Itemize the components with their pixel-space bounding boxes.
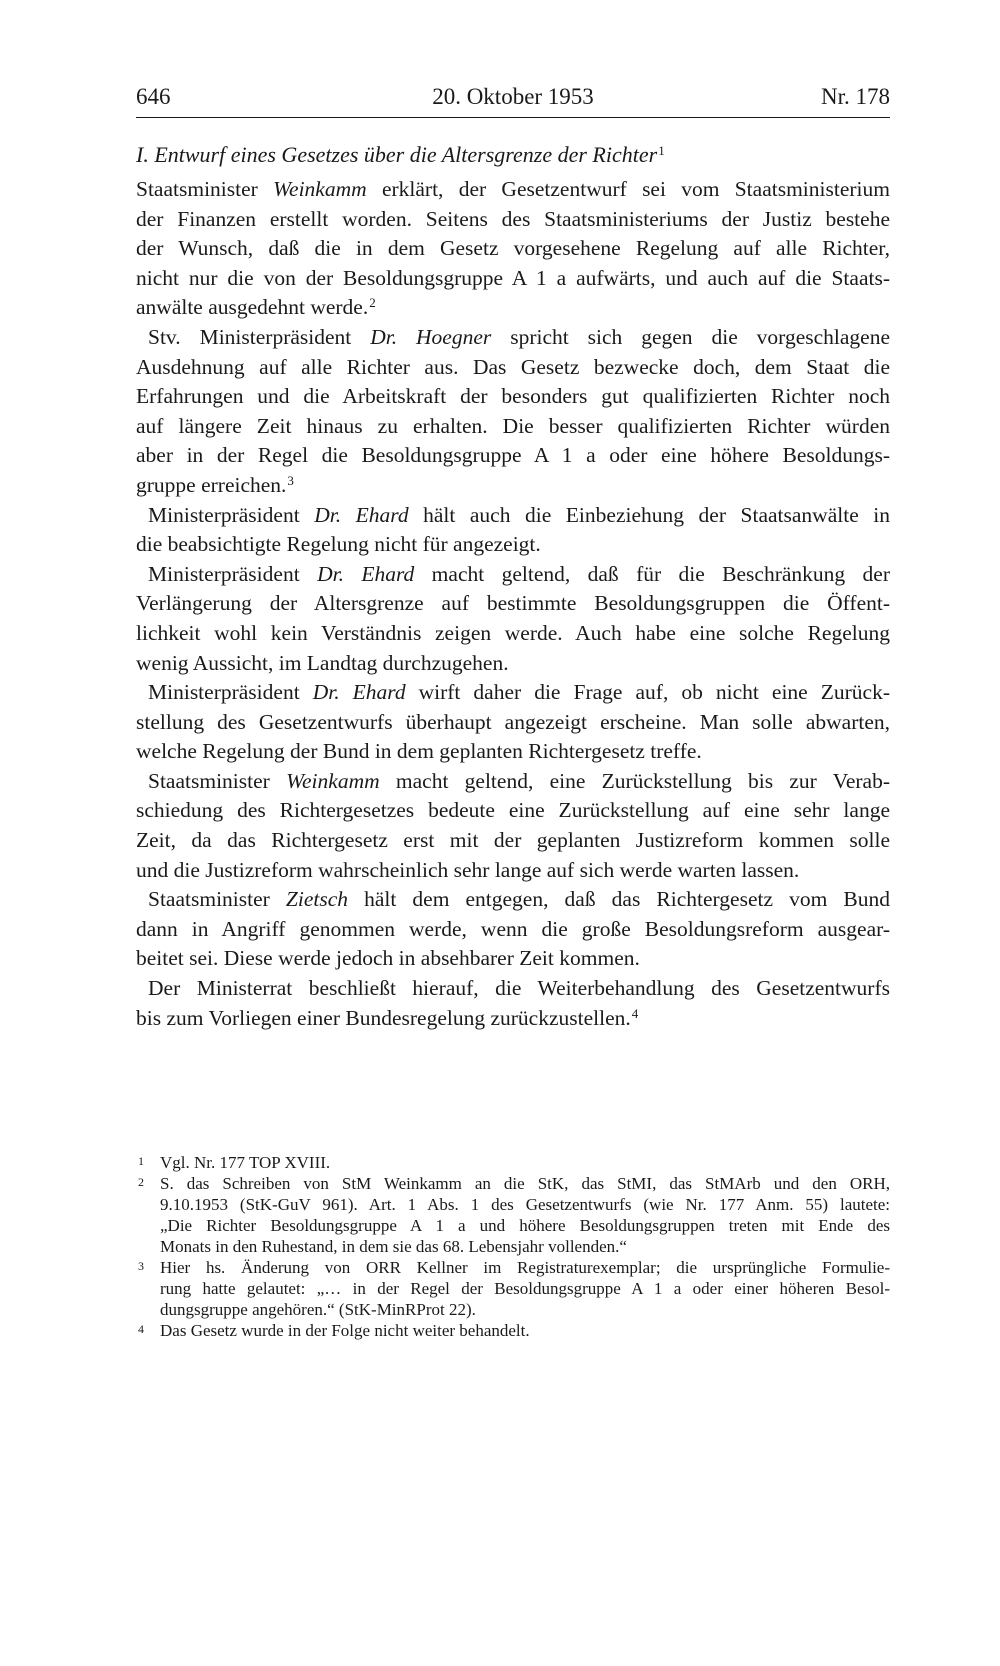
- footnote: [136, 1320, 890, 1341]
- paragraph: [136, 501, 890, 560]
- footnote-line: rung hatte gelautet: „… in der Regel der Besoldungsgruppe A 1 a oder einer höheren Besol-: [160, 1279, 890, 1298]
- footnote: [136, 1173, 890, 1257]
- text-line: anwälte ausgedehnt werde.$^2$: [136, 295, 376, 320]
- paragraph: [136, 885, 890, 974]
- footnote-number: 1: [138, 1154, 144, 1168]
- text-line: der Finanzen erstellt worden. Seitens des Staatsministeriums der Justiz bestehe: [136, 206, 890, 231]
- text-line: die beabsichtigte Regelung nicht für angezeigt.: [136, 532, 541, 557]
- running-head: [136, 82, 890, 116]
- speaker-name: Dr. Ehard: [314, 502, 409, 527]
- text-line: wenig Aussicht, im Landtag durchzugehen.: [136, 650, 509, 675]
- text-line: Ausdehnung auf alle Richter aus. Das Gesetz bezwecke doch, dem Staat die: [136, 354, 890, 379]
- speaker-name: Dr. Ehard: [317, 561, 415, 586]
- footnote-number: 3: [138, 1259, 144, 1273]
- paragraph: [136, 974, 890, 1033]
- footnote-ref[interactable]: 3: [287, 472, 294, 488]
- paragraph: [136, 767, 890, 885]
- text-line: welche Regelung der Bund in dem geplanten Richtergesetz treffe.: [136, 739, 702, 764]
- section-title-text: I. Entwurf eines Gesetzes über die Altersgrenze der Richter: [136, 142, 658, 167]
- body-text: [136, 175, 890, 1033]
- paragraph: [136, 175, 890, 323]
- footnote-line: Hier hs. Änderung von ORR Kellner im Registraturexemplar; die ursprüngliche Formulie-: [160, 1258, 890, 1277]
- text-line: lichkeit wohl kein Verständnis zeigen werde. Auch habe eine solche Regelung: [136, 620, 890, 645]
- footnotes: [136, 1152, 890, 1341]
- paragraph: [136, 560, 890, 678]
- speaker-name: Weinkamm: [286, 768, 380, 793]
- text-line: beitet sei. Diese werde jedoch in absehbarer Zeit kommen.: [136, 946, 640, 971]
- text-line: dann in Angriff genommen werde, wenn die große Besoldungsreform ausgear-: [136, 916, 890, 941]
- speaker-name: Dr. Hoegner: [370, 324, 492, 349]
- footnote-ref[interactable]: 1: [658, 143, 665, 158]
- footnote-line: Monats in den Ruhestand, in dem sie das 68. Lebensjahr vollenden.“: [160, 1237, 627, 1256]
- text-line: gruppe erreichen.$^3$: [136, 472, 294, 497]
- section-title: [136, 140, 890, 170]
- footnote-number: 2: [138, 1175, 144, 1189]
- text-line: Der Ministerrat beschließt hierauf, die Weiterbehandlung des Gesetzentwurfs: [148, 976, 890, 1001]
- footnote-line: Vgl. Nr. 177 TOP XVIII.: [160, 1153, 331, 1172]
- footnote-line: Das Gesetz wurde in der Folge nicht weiter behandelt.: [160, 1321, 530, 1340]
- footnote-line: S. das Schreiben von StM Weinkamm an die StK, das StMI, das StMArb und den ORH,: [160, 1174, 890, 1193]
- text-line: Ministerpräsident Dr. Ehard wirft daher die Frage auf, ob nicht eine Zurück-: [148, 680, 890, 705]
- footnote-line: 9.10.1953 (StK-GuV 961). Art. 1 Abs. 1 des Gesetzentwurfs (wie Nr. 177 Anm. 55) lautete:: [160, 1195, 890, 1214]
- footnote-ref[interactable]: 4: [631, 1005, 639, 1021]
- footnote-ref[interactable]: 2: [369, 295, 376, 311]
- running-head-date: 20. Oktober 1953: [432, 84, 594, 109]
- text-line: Ministerpräsident Dr. Ehard hält auch die Einbeziehung der Staatsanwälte in: [148, 502, 890, 527]
- header-rule: [136, 117, 890, 118]
- text-line: Erfahrungen und die Arbeitskraft der besonders gut qualifizierten Richter noch: [136, 384, 890, 409]
- document-number: Nr. 178: [821, 84, 890, 109]
- footnote: [136, 1152, 890, 1173]
- text-line: Verlängerung der Altersgrenze auf bestimmte Besoldungsgruppen die Öffent-: [136, 591, 890, 616]
- text-line: Zeit, da das Richtergesetz erst mit der geplanten Justizreform kommen solle: [136, 828, 890, 853]
- footnote: [136, 1257, 890, 1320]
- text-line: aber in der Regel die Besoldungsgruppe A 1 a oder eine höhere Besoldungs-: [136, 443, 890, 468]
- text-line: schiedung des Richtergesetzes bedeute eine Zurückstellung auf eine sehr lange: [136, 798, 890, 823]
- footnote-line: dungsgruppe angehören.“ (StK-MinRProt 22).: [160, 1300, 476, 1319]
- text-line: bis zum Vorliegen einer Bundesregelung zurückzustellen.$^4$: [136, 1005, 639, 1030]
- text-line: und die Justizreform wahrscheinlich sehr lange auf sich werde warten lassen.: [136, 857, 800, 882]
- speaker-name: Dr. Ehard: [312, 680, 406, 705]
- speaker-name: Zietsch: [285, 887, 349, 912]
- text-line: Ministerpräsident Dr. Ehard macht geltend, daß für die Beschränkung der: [148, 561, 891, 586]
- text-line: der Wunsch, daß die in dem Gesetz vorgesehene Regelung auf alle Richter,: [136, 236, 890, 261]
- footnote-number: 4: [138, 1322, 144, 1336]
- text-line: Stv. Ministerpräsident Dr. Hoegner spricht sich gegen die vorgeschlagene: [148, 324, 891, 349]
- paragraph: [136, 678, 890, 767]
- text-line: Staatsminister Weinkamm macht geltend, eine Zurückstellung bis zur Verab-: [148, 768, 890, 793]
- speaker-name: Weinkamm: [273, 177, 367, 201]
- text-line: auf längere Zeit hinaus zu erhalten. Die besser qualifizierten Richter würden: [136, 413, 890, 438]
- text-line: Staatsminister Weinkamm erklärt, der Gesetzentwurf sei vom Staatsministerium: [136, 177, 890, 201]
- page-number: 646: [136, 84, 171, 109]
- paragraph: [136, 323, 890, 501]
- text-line: Staatsminister Zietsch hält dem entgegen, daß das Richtergesetz vom Bund: [148, 887, 890, 912]
- text-line: stellung des Gesetzentwurfs überhaupt angezeigt erscheine. Man solle abwarten,: [136, 709, 890, 734]
- footnote-line: „Die Richter Besoldungsgruppe A 1 a und höhere Besoldungsgruppen treten mit Ende des: [160, 1216, 890, 1235]
- text-line: nicht nur die von der Besoldungsgruppe A 1 a aufwärts, und auch auf die Staats-: [136, 265, 890, 290]
